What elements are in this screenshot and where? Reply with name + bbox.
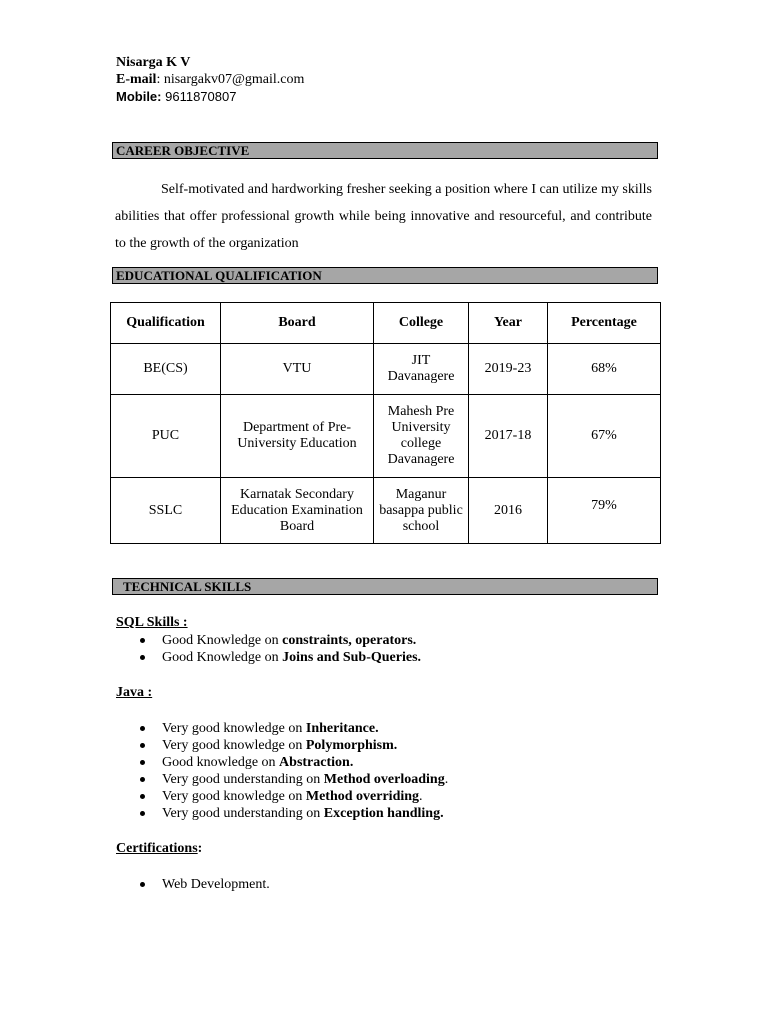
table-cell: 79% (548, 478, 661, 544)
certifications-list (116, 876, 270, 893)
skill-text: Good Knowledge on (162, 633, 283, 648)
table-cell: BE(CS) (111, 344, 221, 395)
mobile-line (116, 88, 236, 106)
table-cell: 2019-23 (469, 344, 548, 395)
certifications-colon: : (197, 841, 203, 856)
technical-skills-heading: TECHNICAL SKILLS (112, 578, 658, 595)
candidate-name: Nisarga K V (116, 55, 191, 70)
skill-keyword: Exception handling. (323, 806, 444, 821)
table-cell: 2016 (469, 478, 548, 544)
table-row (111, 395, 661, 478)
list-item (116, 754, 448, 771)
list-item (116, 649, 421, 666)
table-row (111, 478, 661, 544)
skill-keyword: Joins and Sub-Queries. (282, 650, 422, 665)
list-item (116, 788, 448, 805)
mobile-label: Mobile: (116, 89, 162, 104)
skill-text: Very good knowledge on (162, 721, 306, 736)
table-cell: Maganur basappa public school (374, 478, 469, 544)
skill-keyword: Abstraction. (279, 755, 354, 770)
skill-text: Very good knowledge on (162, 738, 306, 753)
bullet-icon (140, 794, 145, 799)
table-cell: Karnatak Secondary Education Examination Board (221, 478, 374, 544)
sql-skills-list (116, 632, 421, 666)
sql-skills-title: SQL Skills : (116, 615, 188, 630)
skill-text: Very good understanding on (162, 806, 324, 821)
table-cell: Mahesh Pre University college Davanagere (374, 395, 469, 478)
java-skills-title: Java : (116, 685, 153, 700)
list-item (116, 737, 448, 754)
skill-text: Good knowledge on (162, 755, 280, 770)
skill-text: . (419, 789, 423, 804)
table-cell: PUC (111, 395, 221, 478)
education-header-row (111, 303, 661, 344)
table-cell: VTU (221, 344, 374, 395)
certifications-title: Certifications (116, 841, 198, 856)
table-cell: 67% (548, 395, 661, 478)
career-objective-body: Self-motivated and hardworking fresher seeking a position where I can utilize my skills abilities that offer professional growth while being innovative and resourceful, and contribute to the growth of the organization (115, 182, 652, 251)
column-header: College (374, 303, 469, 344)
skill-keyword: constraints, operators. (282, 633, 417, 648)
java-skills-list (116, 720, 448, 822)
table-cell: SSLC (111, 478, 221, 544)
skill-text: Very good knowledge on (162, 789, 306, 804)
column-header: Year (469, 303, 548, 344)
column-header: Percentage (548, 303, 661, 344)
bullet-icon (140, 811, 145, 816)
column-header: Qualification (111, 303, 221, 344)
skill-keyword: Method overriding (305, 789, 420, 804)
column-header: Board (221, 303, 374, 344)
email-line (116, 71, 304, 88)
career-objective-text (115, 176, 652, 257)
certification-text: Web Development. (162, 877, 270, 892)
table-cell: Department of Pre-University Education (221, 395, 374, 478)
bullet-icon (140, 638, 145, 643)
skill-keyword: Inheritance. (305, 721, 379, 736)
skill-text: Good Knowledge on (162, 650, 283, 665)
table-cell: 2017-18 (469, 395, 548, 478)
education-table (110, 302, 661, 544)
bullet-icon (140, 882, 145, 887)
bullet-icon (140, 726, 145, 731)
list-item (116, 876, 270, 893)
bullet-icon (140, 760, 145, 765)
email-label: E-mail (116, 72, 157, 87)
mobile-value: 9611870807 (161, 89, 237, 104)
table-cell: JIT Davanagere (374, 344, 469, 395)
list-item (116, 771, 448, 788)
list-item (116, 805, 448, 822)
skill-keyword: Method overloading (323, 772, 445, 787)
bullet-icon (140, 655, 145, 660)
bullet-icon (140, 777, 145, 782)
skill-text: Very good understanding on (162, 772, 324, 787)
list-item (116, 632, 421, 649)
skill-keyword: Polymorphism. (305, 738, 398, 753)
certifications-title-line (116, 841, 202, 857)
table-cell: 68% (548, 344, 661, 395)
career-objective-heading: CAREER OBJECTIVE (112, 142, 658, 159)
bullet-icon (140, 743, 145, 748)
list-item (116, 720, 448, 737)
email-value: : nisargakv07@gmail.com (156, 72, 305, 87)
education-heading: EDUCATIONAL QUALIFICATION (112, 267, 658, 284)
skill-text: . (444, 772, 449, 787)
table-row (111, 344, 661, 395)
